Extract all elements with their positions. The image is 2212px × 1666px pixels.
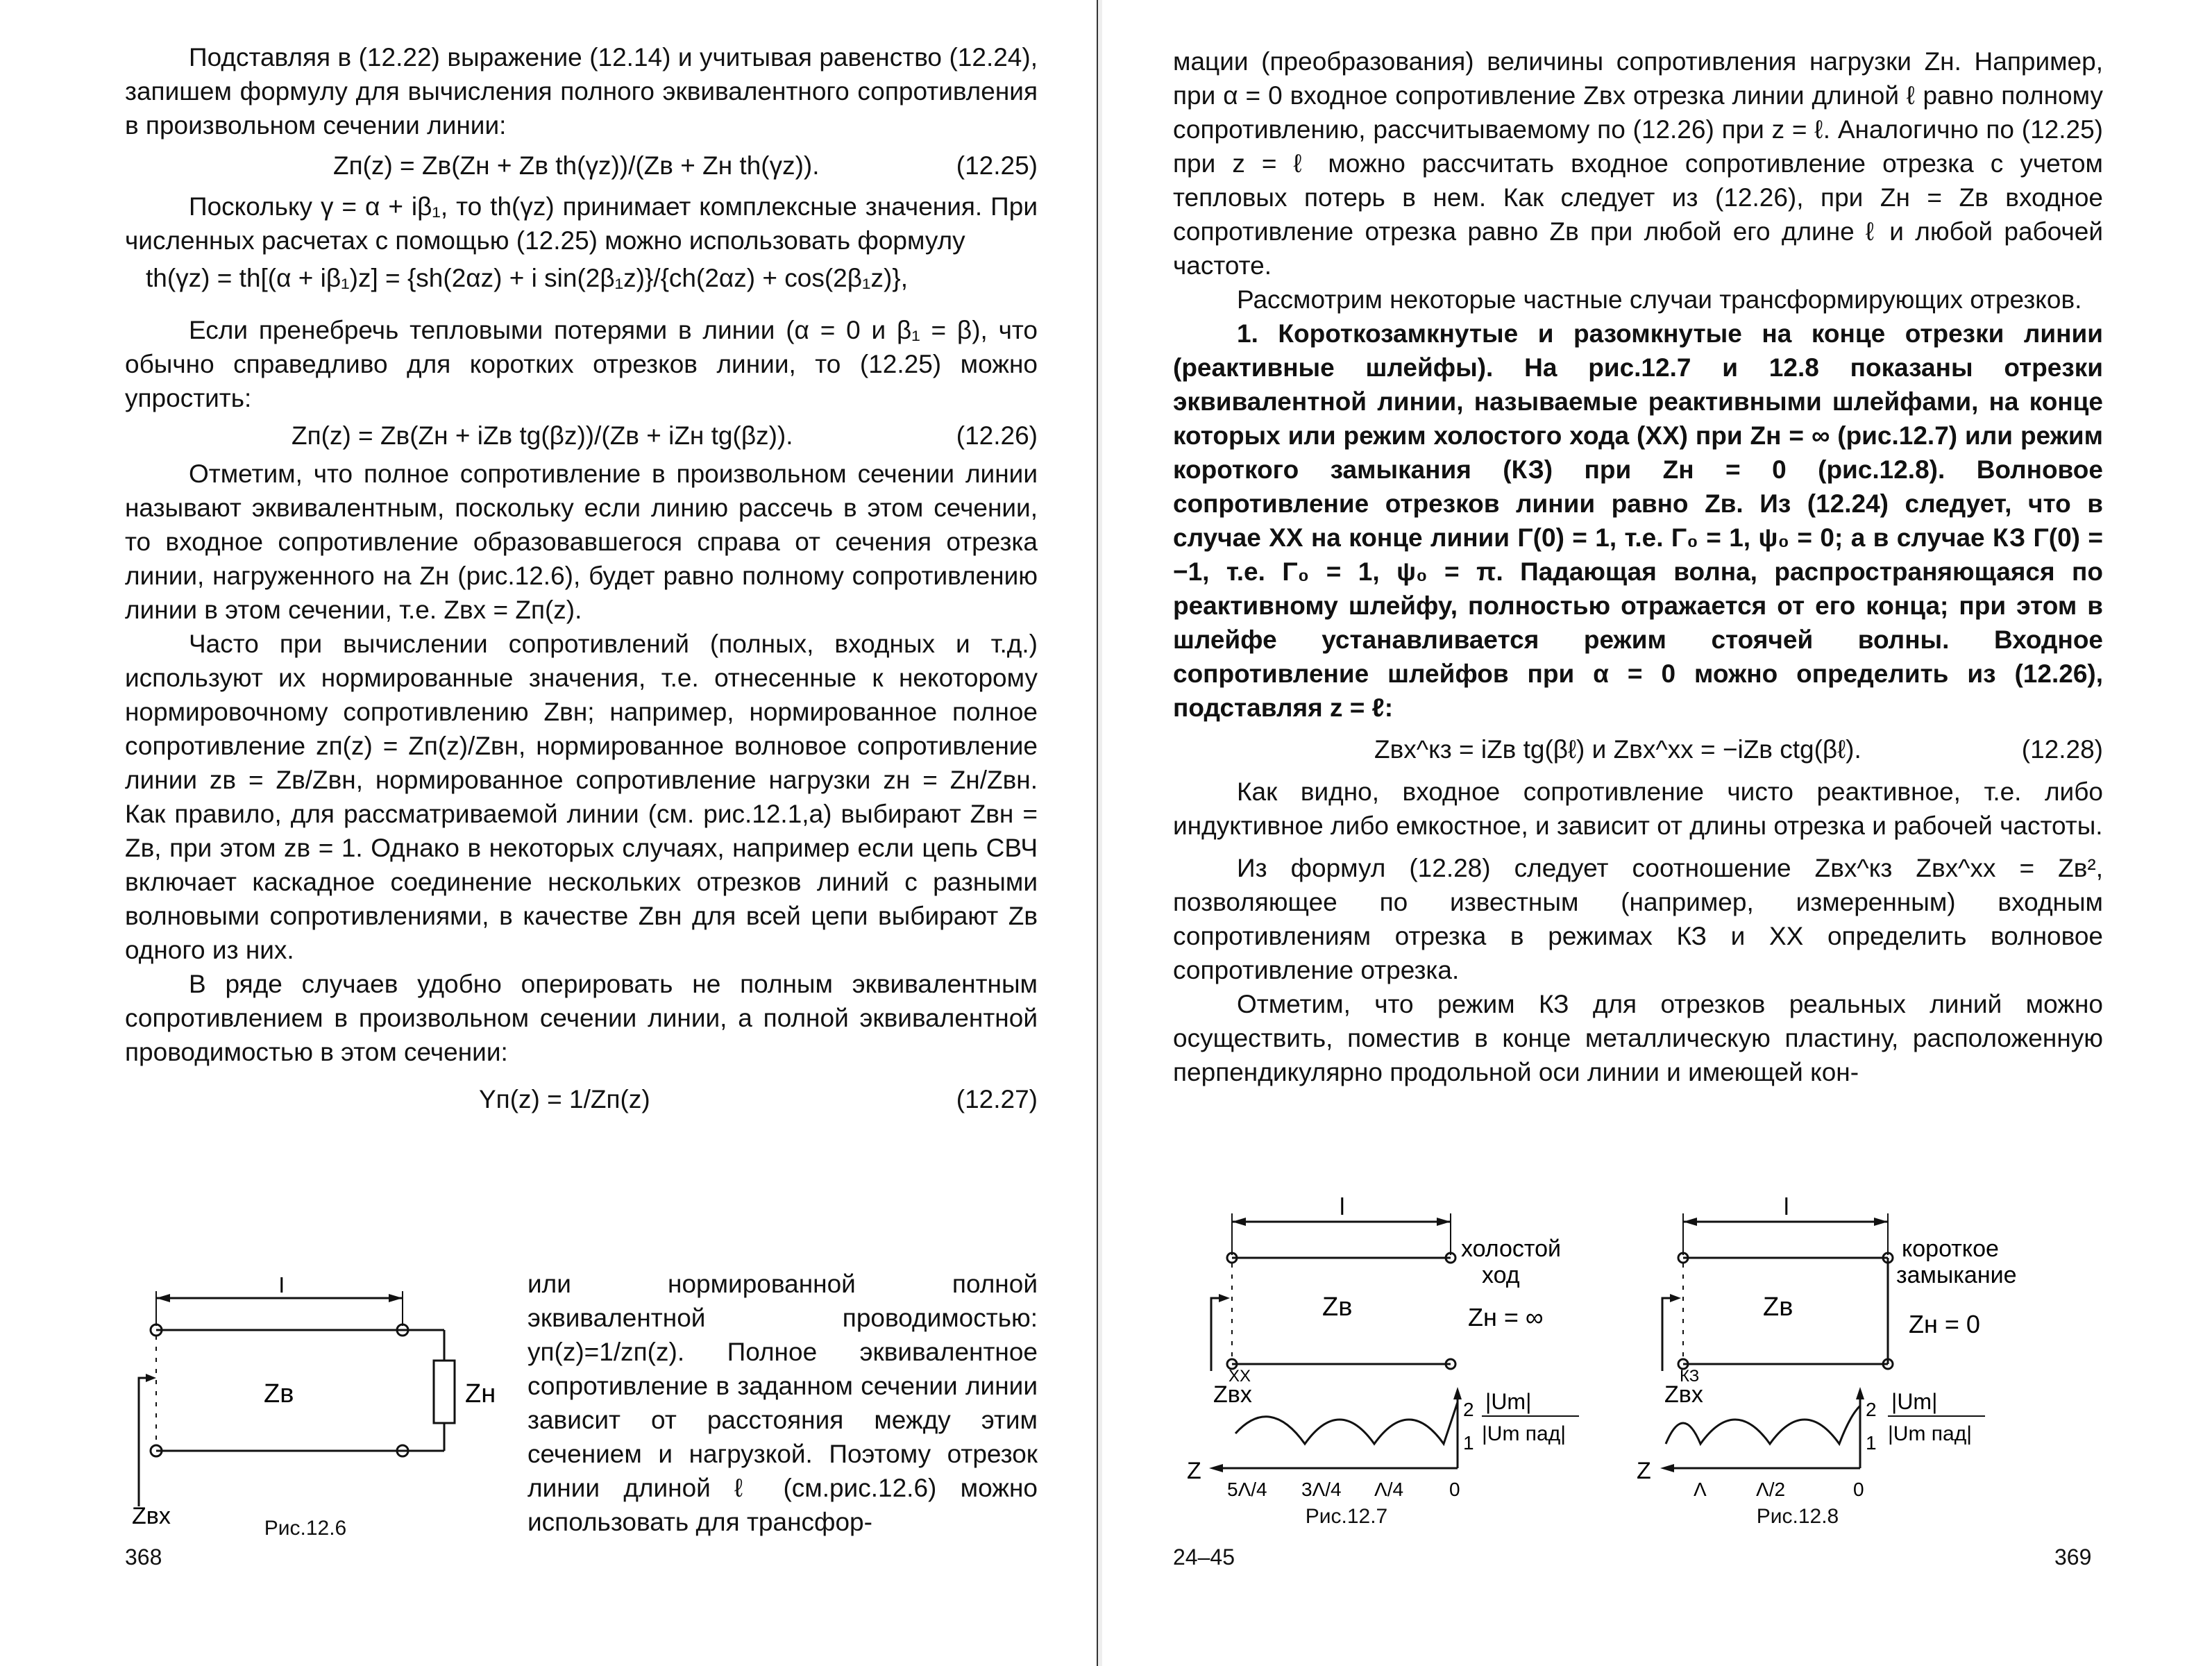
formula-number: (12.26) — [956, 421, 1038, 450]
page-number: 369 — [2054, 1545, 2092, 1570]
right-page — [1104, 0, 2212, 1666]
stub-short-diagram — [1624, 1194, 2041, 1513]
paragraph-body: линии (реактивные шлейфы). На рис.12.7 и 12.8 показаны отрезки эквивалентной линии, называемые реактивными шлейфами, на конце которых или режим холостого хода (ХХ) при Zн = ∞ (рис.12.7) или режим короткого замыкания (КЗ) при Zн = 0 (рис.12.8). Волновое сопротивление отрезков линии равно Zв. Из (12.24) следует, что в случае ХХ на конце линии Γ(0) = 1, т.е. Γ₀ = 1, ψ₀ = 0; а в случае КЗ Γ(0) = −1, т.е. Γ₀ = 1, ψ₀ = π. Падающая волна, распространяющаяся по реактивному шлейфу, полностью отражается от его конца; при этом в шлейфе устанавливается режим стоячей волны. Входное сопротивление шлейфов при α = 0 можно определить из (12.26), подставляя z = ℓ: — [1173, 319, 2103, 722]
fig8-ratio-top: |Um| — [1891, 1389, 1938, 1414]
fig7-tick: 0 — [1449, 1479, 1460, 1500]
fig7-tick-1: 1 — [1463, 1432, 1474, 1454]
figure-12-8 — [1624, 1194, 2041, 1513]
fig8-tick-2: 2 — [1866, 1399, 1877, 1420]
paragraph: Часто при вычислении сопротивлений (полных, входных и т.д.) используют их нормированные значения, т.е. отнесенные к некоторому нормировочному сопротивлению Zвн; например, нормированное полное сопротивление zп(z) = Zп(z)/Zвн, нормированное волновое сопротивление линии zв = Zв/Zвн, нормированное сопротивление нагрузки zн = Zн/Zвн. Как правило, для рассматриваемой линии (см. рис.12.1,а) выбирают Zвн = Zв, при этом zв = 1. Однако в некоторых случаях, например если цепь СВЧ включает каскадное соединение нескольких отрезков линий с разными волновыми сопротивлениями, в качестве Zвн для всей цепи выбирают Zв одного из них. — [125, 630, 1038, 964]
fig6-l-label: l — [279, 1277, 285, 1298]
paragraph: мации (преобразования) величины сопротивления нагрузки Zн. Например, при α = 0 входное сопротивление Zвх отрезка линии длиной ℓ равно полному сопротивлению, рассчитываемому по (12.26) при z = ℓ. Аналогично по (12.25) при z = ℓ можно рассчитать входное сопротивление отрезка с учетом тепловых потерь в нем. Как следует из (12.26), при Zн = Zв входное сопротивление отрезка равно Zв при любой его длине ℓ и любой рабочей частоте. — [1173, 47, 2103, 280]
fig7-z-axis: Z — [1187, 1458, 1201, 1484]
paragraph: Если пренебречь тепловыми потерями в линии (α = 0 и β₁ = β), что обычно справедливо для коротких отрезков линии, то (12.25) можно упростить: — [125, 316, 1038, 412]
fig8-zn-label: Zн = 0 — [1909, 1310, 1980, 1338]
fig8-zvx-sup: КЗ — [1680, 1367, 1700, 1386]
paragraph: Подставляя в (12.22) выражение (12.14) и учитывая равенство (12.24), запишем формулу для вычисления полного эквивалентного сопротивления в произвольном сечении линии: — [125, 43, 1038, 140]
paragraph: Рассмотрим некоторые частные случаи трансформирующих отрезков. — [1237, 285, 2082, 314]
paragraph — [1173, 317, 2103, 725]
fig8-tick: Λ/2 — [1756, 1479, 1786, 1500]
fig7-tick: 3Λ/4 — [1301, 1479, 1342, 1500]
fig8-ratio-bottom: |Um пад| — [1888, 1422, 1973, 1445]
fig8-zv-label: Zв — [1763, 1293, 1793, 1322]
figure-caption: Рис.12.7 — [1305, 1505, 1388, 1528]
paragraph: Отметим, что полное сопротивление в произвольном сечении линии называют эквивалентным, поскольку если линию рассечь в этом сечении, то входное сопротивление образовавшегося справа от сечения отрезка линии, нагруженного на Zн (рис.12.6), будет равно полному сопротивлению линии в этом сечении, т.е. Zвх = Zп(z). — [125, 460, 1038, 624]
fig8-z-axis: Z — [1637, 1458, 1651, 1484]
fig7-ratio-bottom: |Um пад| — [1482, 1422, 1567, 1445]
formula-text: Zвх^кз = iZв tg(βℓ) и Zвх^хх = −iZв ctg(βℓ). — [1374, 735, 1861, 764]
fig7-zv-label: Zв — [1322, 1293, 1353, 1322]
fig7-state-line1: холостой — [1461, 1236, 1562, 1262]
formula-number: (12.27) — [956, 1085, 1038, 1113]
fig6-zv-label: Zв — [264, 1379, 294, 1408]
fig8-tick-1: 1 — [1866, 1432, 1877, 1454]
formula-12-25 — [125, 145, 1038, 187]
formula-th — [125, 258, 1038, 299]
right-text-column — [1173, 44, 2103, 1089]
figure-side-text: или нормированной полной эквивалентной проводимостью: yп(z)=1/zп(z). Полное эквивалентное сопротивление в заданном сечении линии зависит от расстояния между этим сечением и нагрузкой. Поэтому отрезок линии длиной ℓ (см.рис.12.6) можно использовать для трансфор- — [527, 1270, 1038, 1536]
formula-12-27 — [125, 1079, 1038, 1120]
paragraph: Из формул (12.28) следует соотношение Zвх^кз Zвх^хх = Zв², позволяющее по известным (например, измеренным) входным сопротивлениям отрезка в режимах КЗ и ХХ определить волновое сопротивление отрезка. — [1173, 854, 2103, 984]
fig7-zvx-label: Zвх — [1213, 1381, 1252, 1408]
fig8-tick: 0 — [1853, 1479, 1864, 1500]
fig7-ratio-top: |Um| — [1485, 1389, 1532, 1414]
fig7-tick-2: 2 — [1463, 1399, 1474, 1420]
formula-text: Zп(z) = Zв(Zн + iZв tg(βz))/(Zв + iZн tg(βz)). — [292, 421, 793, 450]
paragraph: Как видно, входное сопротивление чисто реактивное, т.е. либо индуктивное либо емкостное, и зависит от длины отрезка и рабочей частоты. — [1173, 777, 2103, 840]
fig7-zn-label: Zн = ∞ — [1468, 1303, 1544, 1331]
fig6-zn-label: Zн — [465, 1379, 496, 1408]
left-page — [0, 0, 1097, 1666]
section-heading: 1. Короткозамкнутые и разомкнутые на конце отрезки — [1237, 319, 2004, 348]
figure-caption: Рис.12.6 — [264, 1517, 347, 1540]
book-gutter — [1097, 0, 1102, 1666]
fig7-zvx-sup: ХХ — [1229, 1367, 1251, 1386]
fig8-state-line2: замыкание — [1896, 1262, 2017, 1288]
circuit-diagram — [125, 1277, 514, 1527]
formula-text: Yп(z) = 1/Zп(z) — [479, 1085, 650, 1113]
formula-text: Zп(z) = Zв(Zн + Zв th(γz))/(Zв + Zн th(γz)). — [333, 151, 820, 180]
fig8-l-label: l — [1784, 1194, 1789, 1220]
formula-number: (12.28) — [2021, 735, 2103, 764]
figure-12-7 — [1173, 1194, 1589, 1513]
signature-mark: 24–45 — [1173, 1545, 1235, 1570]
formula-12-26 — [125, 415, 1038, 457]
left-text-column — [125, 40, 1038, 1120]
fig7-l-label: l — [1340, 1194, 1345, 1220]
stub-open-diagram — [1173, 1194, 1589, 1513]
fig7-tick: Λ/4 — [1374, 1479, 1404, 1500]
fig6-zvx-label: Zвх — [132, 1503, 171, 1527]
fig8-zvx-label: Zвх — [1664, 1381, 1703, 1408]
paragraph: Поскольку γ = α + iβ₁, то th(γz) принимает комплексные значения. При численных расчетах с помощью (12.25) можно использовать формулу — [125, 192, 1038, 255]
formula-number: (12.25) — [956, 151, 1038, 180]
figure-caption: Рис.12.8 — [1756, 1505, 1839, 1528]
page-number: 368 — [125, 1545, 162, 1570]
fig8-state-line1: короткое — [1902, 1236, 1999, 1262]
paragraph: Отметим, что режим КЗ для отрезков реальных линий можно осуществить, поместив в конце металлическую пластину, расположенную перпендикулярно продольной оси линии и имеющей кон- — [1173, 990, 2103, 1086]
fig8-tick: Λ — [1694, 1479, 1707, 1500]
fig7-state-line2: ход — [1482, 1262, 1520, 1288]
formula-12-28 — [1173, 729, 2103, 771]
fig7-tick: 5Λ/4 — [1227, 1479, 1267, 1500]
figure-12-6 — [125, 1277, 514, 1527]
formula-text: th(γz) = th[(α + iβ₁)z] = {sh(2αz) + i sin(2β₁z)}/{ch(2αz) + cos(2β₁z)}, — [146, 264, 908, 292]
paragraph: В ряде случаев удобно оперировать не полным эквивалентным сопротивлением в произвольном сечении линии, а полной эквивалентной проводимостью в этом сечении: — [125, 970, 1038, 1066]
